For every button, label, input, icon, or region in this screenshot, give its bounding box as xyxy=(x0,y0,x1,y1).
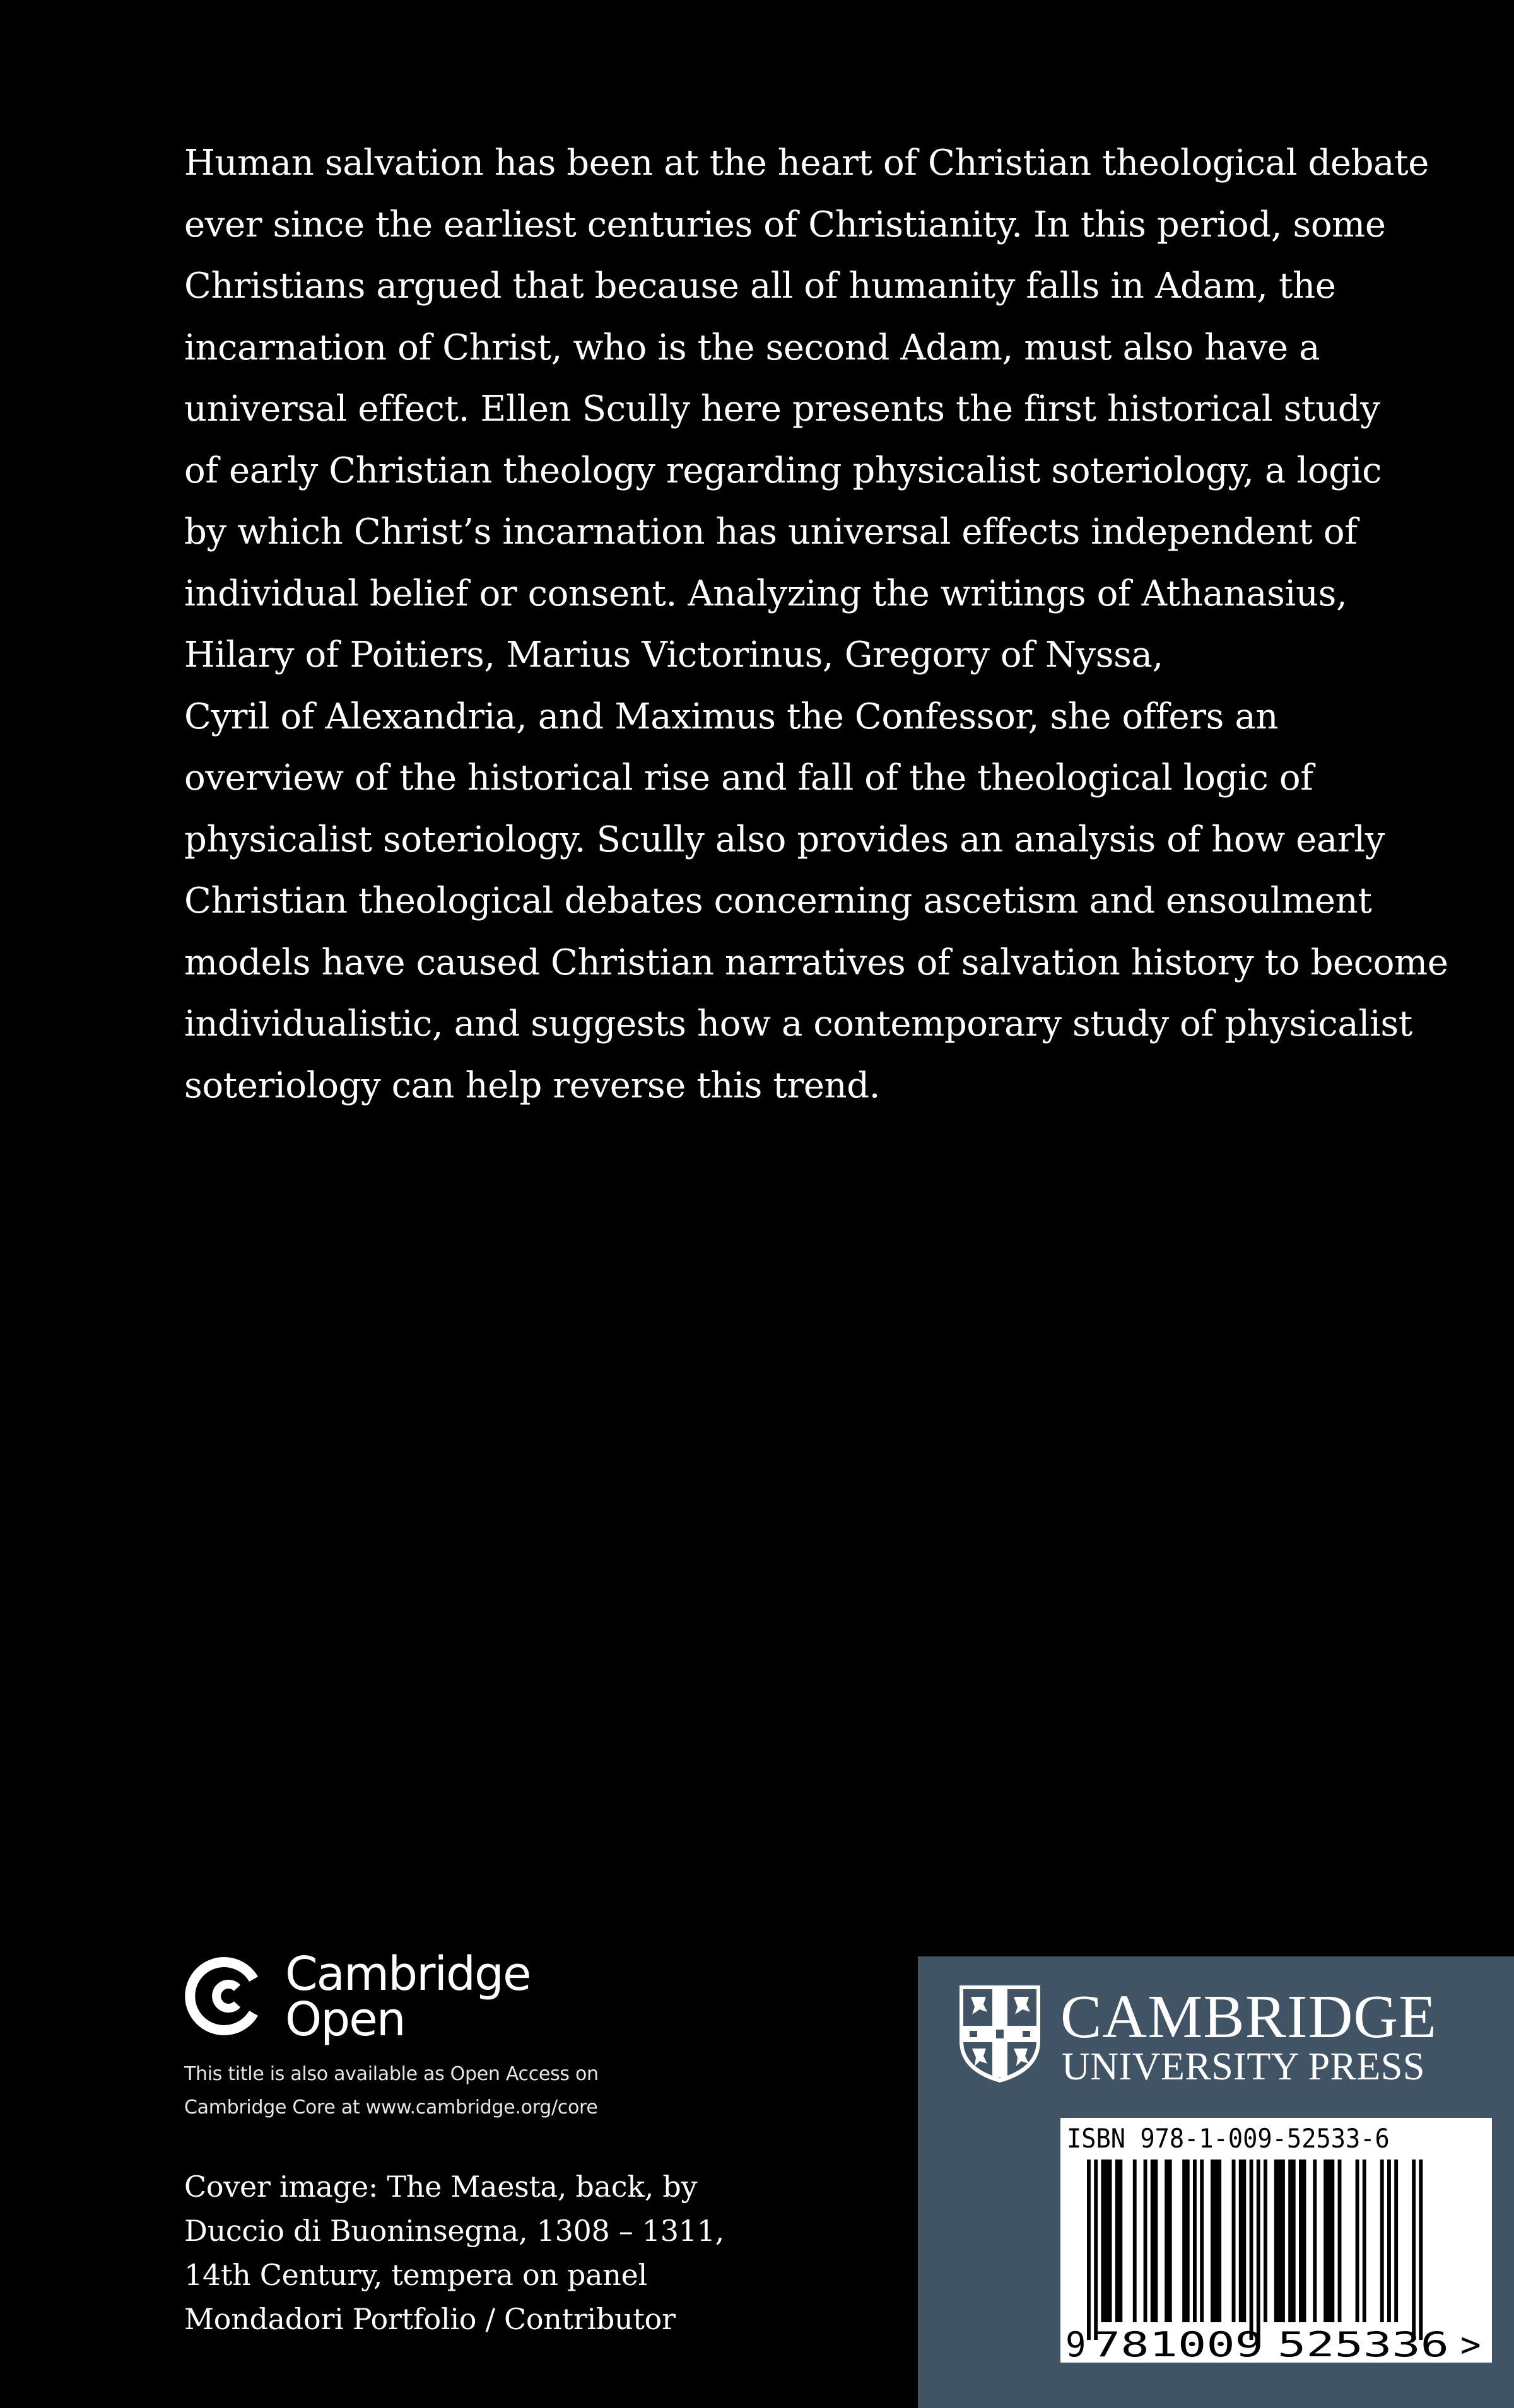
barcode-bar xyxy=(1327,2160,1331,2322)
barcode-bar xyxy=(1242,2160,1246,2322)
barcode-digits-right: 525336 xyxy=(1277,2325,1449,2363)
barcode-bar xyxy=(1165,2160,1168,2322)
blurb-line: incarnation of Christ, who is the second Adam, must also have a xyxy=(184,327,1320,368)
barcode-bar xyxy=(1239,2160,1243,2322)
barcode-bar xyxy=(1218,2160,1221,2322)
blurb-line: models have caused Christian narratives of salvation history to become xyxy=(184,942,1448,983)
isbn-label: ISBN 978-1-009-52533-6 xyxy=(1067,2123,1390,2154)
barcode-bar xyxy=(1330,2160,1334,2322)
barcode-bar xyxy=(1292,2160,1296,2322)
barcode-guard-bar xyxy=(1257,2160,1260,2340)
barcode-quiet-mark: > xyxy=(1460,2325,1481,2363)
cambridge-open-icon xyxy=(184,1955,266,2037)
barcode-bar xyxy=(1274,2160,1278,2322)
publisher-subname: UNIVERSITY PRESS xyxy=(1062,2045,1425,2088)
barcode-digit-first: 9 xyxy=(1065,2325,1086,2363)
blurb-text xyxy=(184,132,1448,1116)
barcode-bar xyxy=(1356,2160,1359,2322)
barcode-guard-bar xyxy=(1412,2160,1416,2340)
blurb-line: Christians argued that because all of humanity falls in Adam, the xyxy=(184,266,1336,307)
cambridge-open-wordmark xyxy=(285,1947,531,2047)
blurb-line: Human salvation has been at the heart of Christian theological debate xyxy=(184,143,1429,184)
barcode-bar xyxy=(1313,2160,1317,2322)
open-access-note-line2: Cambridge Core at www.cambridge.org/core xyxy=(184,2096,598,2119)
barcode-bar xyxy=(1264,2160,1267,2322)
barcode-bar xyxy=(1105,2160,1108,2322)
cover-credit-line: Duccio di Buoninsegna, 1308 – 1311, xyxy=(184,2214,724,2248)
blurb-line: physicalist soteriology. Scully also provides an analysis of how early xyxy=(184,819,1385,860)
blurb-line: individual belief or consent. Analyzing the writings of Athanasius, xyxy=(184,573,1347,614)
blurb-line: by which Christ’s incarnation has universal effects independent of xyxy=(184,511,1358,552)
barcode-bar xyxy=(1200,2160,1204,2322)
barcode-guard-bar xyxy=(1087,2160,1091,2340)
barcode-bar xyxy=(1338,2160,1342,2322)
barcode-bar xyxy=(1118,2160,1122,2322)
cambridge-open-line2: Open xyxy=(285,1992,405,2047)
isbn-barcode xyxy=(1060,2118,1492,2363)
barcode-guard-bar xyxy=(1419,2160,1423,2340)
barcode-bar xyxy=(1186,2160,1190,2322)
blurb-line: of early Christian theology regarding physicalist soteriology, a logic xyxy=(184,450,1382,491)
barcode-bar xyxy=(1151,2160,1154,2322)
barcode-bar xyxy=(1363,2160,1366,2322)
blurb-line: Hilary of Poitiers, Marius Victorinus, Gregory of Nyssa, xyxy=(184,634,1163,675)
blurb-line: overview of the historical rise and fall of the theological logic of xyxy=(184,757,1313,798)
barcode-bar xyxy=(1277,2160,1281,2322)
barcode-bars xyxy=(1087,2160,1423,2340)
open-access-note-line1: This title is also available as Open Access on xyxy=(184,2063,599,2085)
blurb-line: Christian theological debates concerning ascetism and ensoulment xyxy=(184,880,1372,921)
blurb-line: soteriology can help reverse this trend. xyxy=(184,1065,881,1106)
barcode-bar xyxy=(1299,2160,1303,2322)
barcode-guard-bar xyxy=(1094,2160,1098,2340)
barcode-bar xyxy=(1394,2160,1398,2322)
barcode-bar xyxy=(1193,2160,1197,2322)
cambridge-open-line1: Cambridge xyxy=(285,1947,531,2001)
barcode-bar xyxy=(1232,2160,1236,2322)
university-shield-icon xyxy=(957,1983,1043,2085)
blurb-line: Cyril of Alexandria, and Maximus the Confessor, she offers an xyxy=(184,696,1279,737)
barcode-bar xyxy=(1108,2160,1112,2322)
barcode-bar xyxy=(1133,2160,1137,2322)
barcode-bar xyxy=(1168,2160,1172,2322)
blurb-line: individualistic, and suggests how a contemporary study of physicalist xyxy=(184,1003,1412,1044)
barcode-bar xyxy=(1387,2160,1391,2322)
cover-credit-line: Mondadori Portfolio / Contributor xyxy=(184,2302,676,2336)
barcode-bar xyxy=(1214,2160,1218,2322)
barcode-bar xyxy=(1281,2160,1285,2322)
barcode-bar xyxy=(1211,2160,1214,2322)
cover-credit-line: 14th Century, tempera on panel xyxy=(184,2258,647,2292)
barcode-graphic xyxy=(1060,2118,1492,2363)
cover-credit-line: Cover image: The Maesta, back, by xyxy=(184,2170,698,2204)
publisher-panel xyxy=(918,1956,1514,2408)
cover-image-credit xyxy=(184,2165,815,2341)
publisher-name: CAMBRIDGE xyxy=(1060,1983,1438,2051)
barcode-digits-left: 781009 xyxy=(1092,2325,1264,2363)
barcode-bar xyxy=(1115,2160,1119,2322)
barcode-guard-bar xyxy=(1250,2160,1253,2340)
open-access-note xyxy=(184,2057,664,2124)
barcode-bar xyxy=(1323,2160,1327,2322)
cambridge-open-logo xyxy=(184,1947,537,2050)
barcode-bar xyxy=(1101,2160,1105,2322)
barcode-bar xyxy=(1182,2160,1186,2322)
barcode-bar xyxy=(1154,2160,1158,2322)
blurb-line: universal effect. Ellen Scully here presents the first historical study xyxy=(184,389,1380,430)
barcode-bar xyxy=(1380,2160,1384,2322)
barcode-bar xyxy=(1144,2160,1147,2322)
barcode-bar xyxy=(1303,2160,1306,2322)
blurb-line: ever since the earliest centuries of Christianity. In this period, some xyxy=(184,204,1386,245)
barcode-bar xyxy=(1288,2160,1292,2322)
